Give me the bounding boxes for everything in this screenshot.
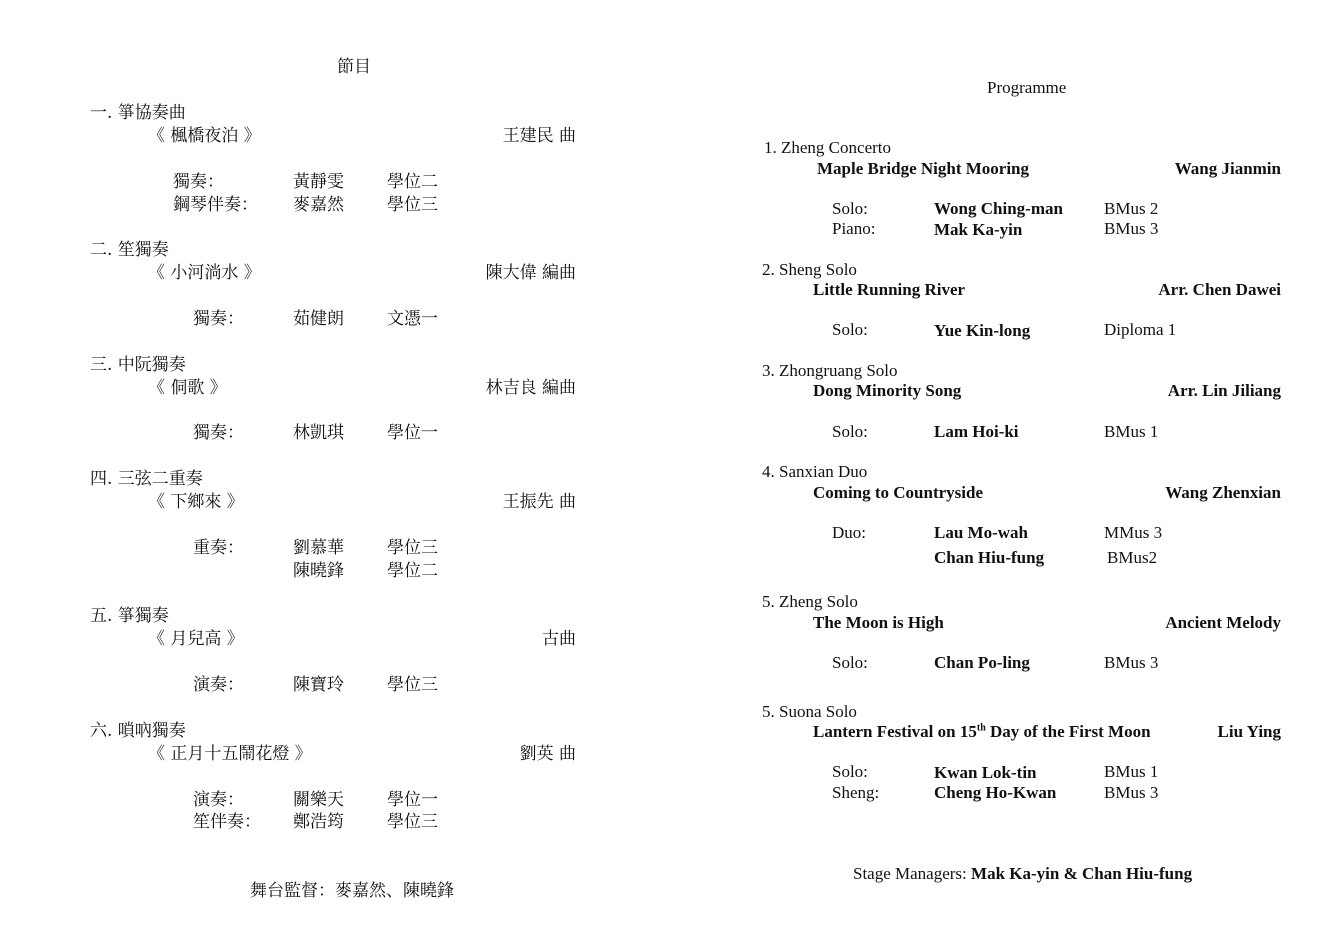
- left-performer-level: 學位三: [387, 538, 438, 558]
- right-performer-name: Chan Hiu-fung: [934, 548, 1045, 567]
- right-page-title: Programme: [987, 78, 1067, 97]
- left-performer-role: 鋼琴伴奏：: [173, 195, 258, 215]
- left-performer-role: 獨奏：: [173, 172, 224, 192]
- left-performer-level: 學位三: [387, 195, 438, 215]
- left-performer-level: 文憑一: [387, 309, 438, 329]
- left-item-piece: 《 小河淌水 》: [148, 263, 261, 283]
- right-performer-name: Cheng Ho-Kwan: [934, 783, 1057, 802]
- right-performer-role: Solo:: [832, 653, 868, 672]
- left-performer-role: 獨奏：: [193, 423, 244, 443]
- left-item-composer: 古曲: [542, 629, 576, 649]
- left-performer-level: 學位三: [387, 675, 438, 695]
- left-performer-name: 陳曉鋒: [293, 561, 344, 581]
- right-performer-name: Yue Kin-long: [934, 321, 1031, 340]
- left-performer-level: 學位一: [387, 790, 438, 810]
- right-performer-level: BMus 1: [1104, 422, 1159, 441]
- left-stage-managers-label: 舞台監督：: [250, 881, 335, 901]
- right-item-piece: Little Running River: [813, 280, 966, 299]
- left-performer-level: 學位二: [387, 561, 438, 581]
- left-item-composer: 林吉良 編曲: [485, 378, 576, 398]
- left-item-piece: 《 侗歌 》: [148, 378, 227, 398]
- right-performer-level: BMus 1: [1104, 762, 1159, 781]
- right-performer-level: BMus 2: [1104, 199, 1159, 218]
- left-stage-managers: [250, 883, 454, 900]
- right-performer-role: Solo:: [832, 320, 868, 339]
- right-stage-managers-label: Stage Managers:: [853, 864, 972, 883]
- left-item-heading: 六. 嗩吶獨奏: [90, 721, 186, 741]
- left-item-heading: 二. 笙獨奏: [90, 240, 169, 260]
- left-performer-role: 獨奏：: [193, 309, 244, 329]
- right-item-piece-part: Lantern Festival on 15: [813, 722, 977, 741]
- left-item-composer: 王振先 曲: [502, 492, 576, 512]
- left-item-composer: 劉英 曲: [519, 744, 576, 764]
- left-item-heading: 四. 三弦二重奏: [90, 469, 203, 489]
- right-stage-managers: [853, 865, 1192, 882]
- right-performer-name: Mak Ka-yin: [934, 220, 1023, 239]
- right-item-composer: Wang Jianmin: [1174, 159, 1281, 178]
- right-item-composer: Wang Zhenxian: [1165, 483, 1281, 502]
- left-performer-name: 關樂天: [293, 790, 344, 810]
- right-item-heading: 5. Suona Solo: [762, 702, 857, 721]
- right-item-composer: Liu Ying: [1217, 722, 1281, 741]
- left-item-composer: 王建民 曲: [502, 126, 576, 146]
- left-item-heading: 五. 箏獨奏: [90, 606, 169, 626]
- right-performer-role: Solo:: [832, 199, 868, 218]
- right-item-heading: 2. Sheng Solo: [762, 260, 857, 279]
- left-performer-name: 黃靜雯: [293, 172, 344, 192]
- right-item-piece-superscript: th: [976, 722, 986, 734]
- right-item-composer: Ancient Melody: [1165, 613, 1281, 632]
- left-item-piece: 《 楓橋夜泊 》: [148, 126, 261, 146]
- left-performer-role: 演奏：: [193, 790, 244, 810]
- right-performer-level: BMus 3: [1104, 653, 1159, 672]
- right-item-composer: Arr. Chen Dawei: [1158, 280, 1281, 299]
- right-performer-level: Diploma 1: [1104, 320, 1177, 339]
- right-performer-level: BMus2: [1107, 548, 1158, 567]
- right-performer-name: Chan Po-ling: [934, 653, 1030, 672]
- right-item-piece: Maple Bridge Night Mooring: [817, 159, 1030, 178]
- left-performer-name: 陳寶玲: [293, 675, 344, 695]
- left-item-heading: 三. 中阮獨奏: [90, 355, 186, 375]
- left-performer-level: 學位二: [387, 172, 438, 192]
- left-performer-name: 劉慕華: [293, 538, 344, 558]
- left-performer-level: 學位三: [387, 812, 438, 832]
- right-item-piece-part: Day of the First Moon: [985, 722, 1151, 741]
- left-performer-role: 演奏：: [193, 675, 244, 695]
- left-performer-name: 茹健朗: [293, 309, 344, 329]
- left-performer-name: 麥嘉然: [293, 195, 344, 215]
- left-item-heading: 一. 箏協奏曲: [90, 103, 186, 123]
- left-performer-role: 重奏：: [193, 538, 244, 558]
- left-performer-level: 學位一: [387, 423, 438, 443]
- left-performer-name: 林凱琪: [293, 423, 344, 443]
- right-performer-level: BMus 3: [1104, 783, 1159, 802]
- left-item-piece: 《 下鄉來 》: [148, 492, 244, 512]
- left-performer-name: 鄭浩筠: [293, 812, 344, 832]
- right-item-heading: 1. Zheng Concerto: [764, 138, 891, 157]
- right-item-piece: Coming to Countryside: [813, 483, 984, 502]
- right-item-composer: Arr. Lin Jiliang: [1167, 381, 1281, 400]
- left-item-piece: 《 正月十五鬧花燈 》: [148, 744, 312, 764]
- left-page-title: 節目: [337, 57, 371, 77]
- right-item-piece: [813, 723, 1151, 740]
- left-item-composer: 陳大偉 編曲: [485, 263, 576, 283]
- right-performer-role: Piano:: [832, 219, 876, 238]
- right-performer-name: Kwan Lok-tin: [934, 763, 1037, 782]
- left-performer-role: 笙伴奏：: [193, 812, 261, 832]
- right-performer-name: Lam Hoi-ki: [934, 422, 1019, 441]
- right-performer-role: Duo:: [832, 523, 866, 542]
- right-performer-level: MMus 3: [1104, 523, 1163, 542]
- right-performer-level: BMus 3: [1104, 219, 1159, 238]
- right-item-heading: 3. Zhongruang Solo: [762, 361, 898, 380]
- right-performer-name: Lau Mo-wah: [934, 523, 1028, 542]
- right-stage-managers-names: Mak Ka-yin & Chan Hiu-fung: [971, 864, 1193, 883]
- left-stage-managers-names: 麥嘉然、陳曉鋒: [335, 881, 454, 901]
- right-performer-name: Wong Ching-man: [934, 199, 1063, 218]
- right-performer-role: Sheng:: [832, 783, 880, 802]
- right-item-piece: The Moon is High: [813, 613, 944, 632]
- right-item-piece: Dong Minority Song: [813, 381, 962, 400]
- right-performer-role: Solo:: [832, 762, 868, 781]
- right-performer-role: Solo:: [832, 422, 868, 441]
- left-item-piece: 《 月兒高 》: [148, 629, 244, 649]
- right-item-heading: 4. Sanxian Duo: [762, 462, 868, 481]
- right-item-heading: 5. Zheng Solo: [762, 592, 858, 611]
